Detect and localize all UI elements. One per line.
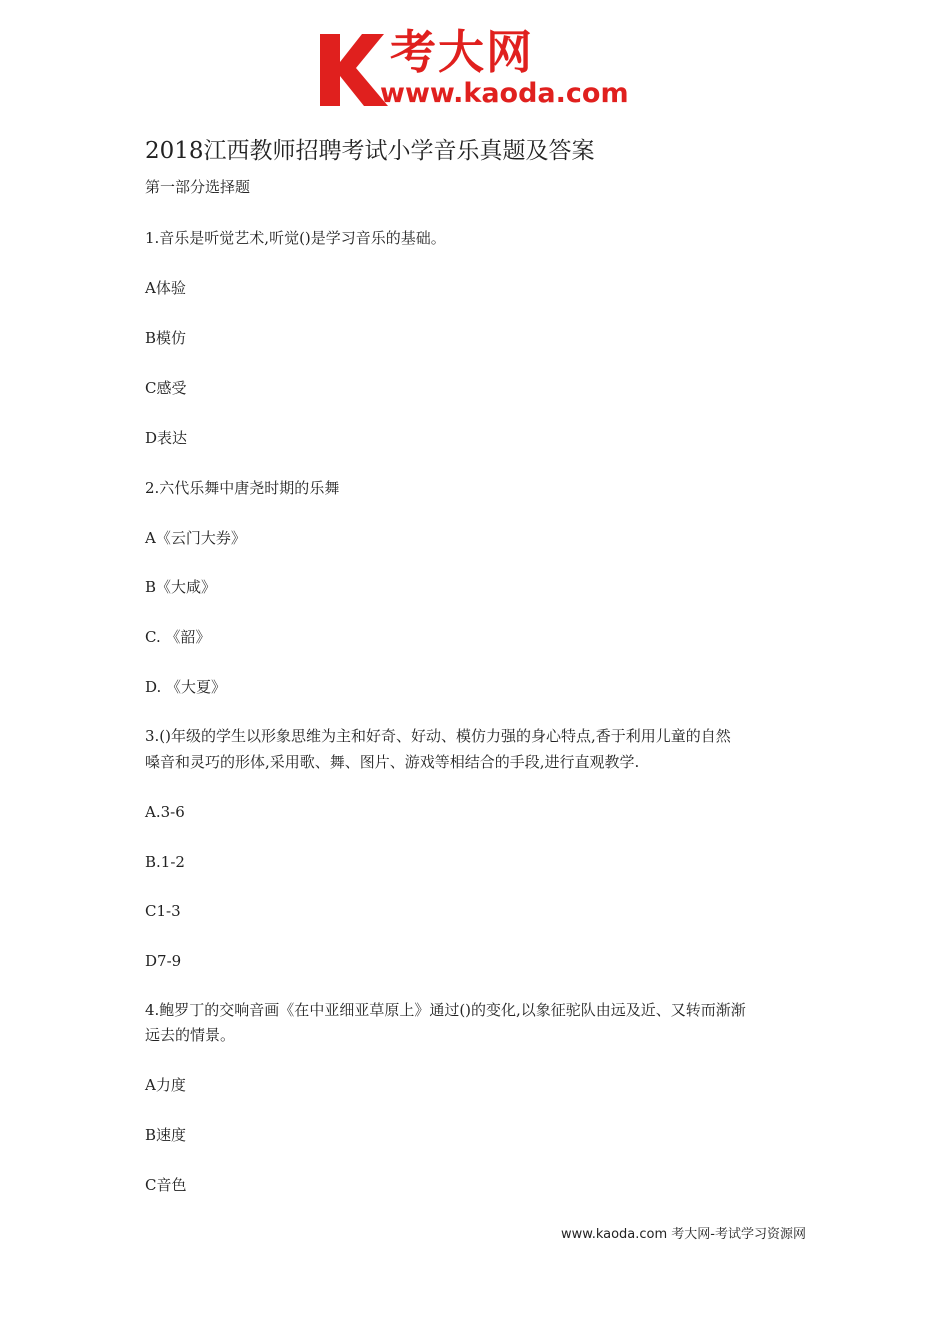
question-2-option-d: D. 《大夏》 <box>145 678 227 696</box>
question-4-option-b: B速度 <box>145 1126 187 1144</box>
question-2-stem: 2.六代乐舞中唐尧时期的乐舞 <box>145 479 340 497</box>
section-heading: 第一部分选择题 <box>145 178 251 196</box>
question-1-stem: 1.音乐是听觉艺术,听觉()是学习音乐的基础。 <box>145 229 446 247</box>
kaoda-logo <box>318 26 638 110</box>
question-4-option-c: C音色 <box>145 1176 187 1194</box>
question-3-stem-line-2: 嗓音和灵巧的形体,采用歌、舞、图片、游戏等相结合的手段,进行直观教学. <box>145 753 640 771</box>
question-3-option-a: A.3-6 <box>145 803 185 821</box>
question-1-option-b: B模仿 <box>145 329 187 347</box>
question-2-option-a: A《云门大券》 <box>145 529 246 547</box>
question-1-option-d: D表达 <box>145 429 188 447</box>
question-3-option-b: B.1-2 <box>145 853 185 871</box>
logo-url: www.kaoda.com <box>380 78 629 109</box>
page-footer: www.kaoda.com 考大网-考试学习资源网 <box>561 1227 806 1242</box>
question-1-option-a: A体验 <box>145 279 186 297</box>
question-4-option-a: A力度 <box>145 1076 186 1094</box>
question-4-stem-line-2: 远去的情景。 <box>145 1026 236 1044</box>
question-4-stem-line-1: 4.鲍罗丁的交响音画《在中亚细亚草原上》通过()的变化,以象征驼队由远及近、又转而渐渐 <box>145 1001 746 1019</box>
question-2-option-c: C. 《韶》 <box>145 628 211 646</box>
question-3-option-d: D7-9 <box>145 952 182 970</box>
question-3-stem-line-1: 3.()年级的学生以形象思维为主和好奇、好动、模仿力强的身心特点,香于利用儿童的自然 <box>145 727 731 745</box>
question-3-option-c: C1-3 <box>145 902 181 920</box>
question-2-option-b: B《大咸》 <box>145 578 217 596</box>
question-1-option-c: C感受 <box>145 379 187 397</box>
page-title: 2018江西教师招聘考试小学音乐真题及答案 <box>145 138 595 164</box>
logo-brand-name: 考大网 <box>390 25 534 79</box>
